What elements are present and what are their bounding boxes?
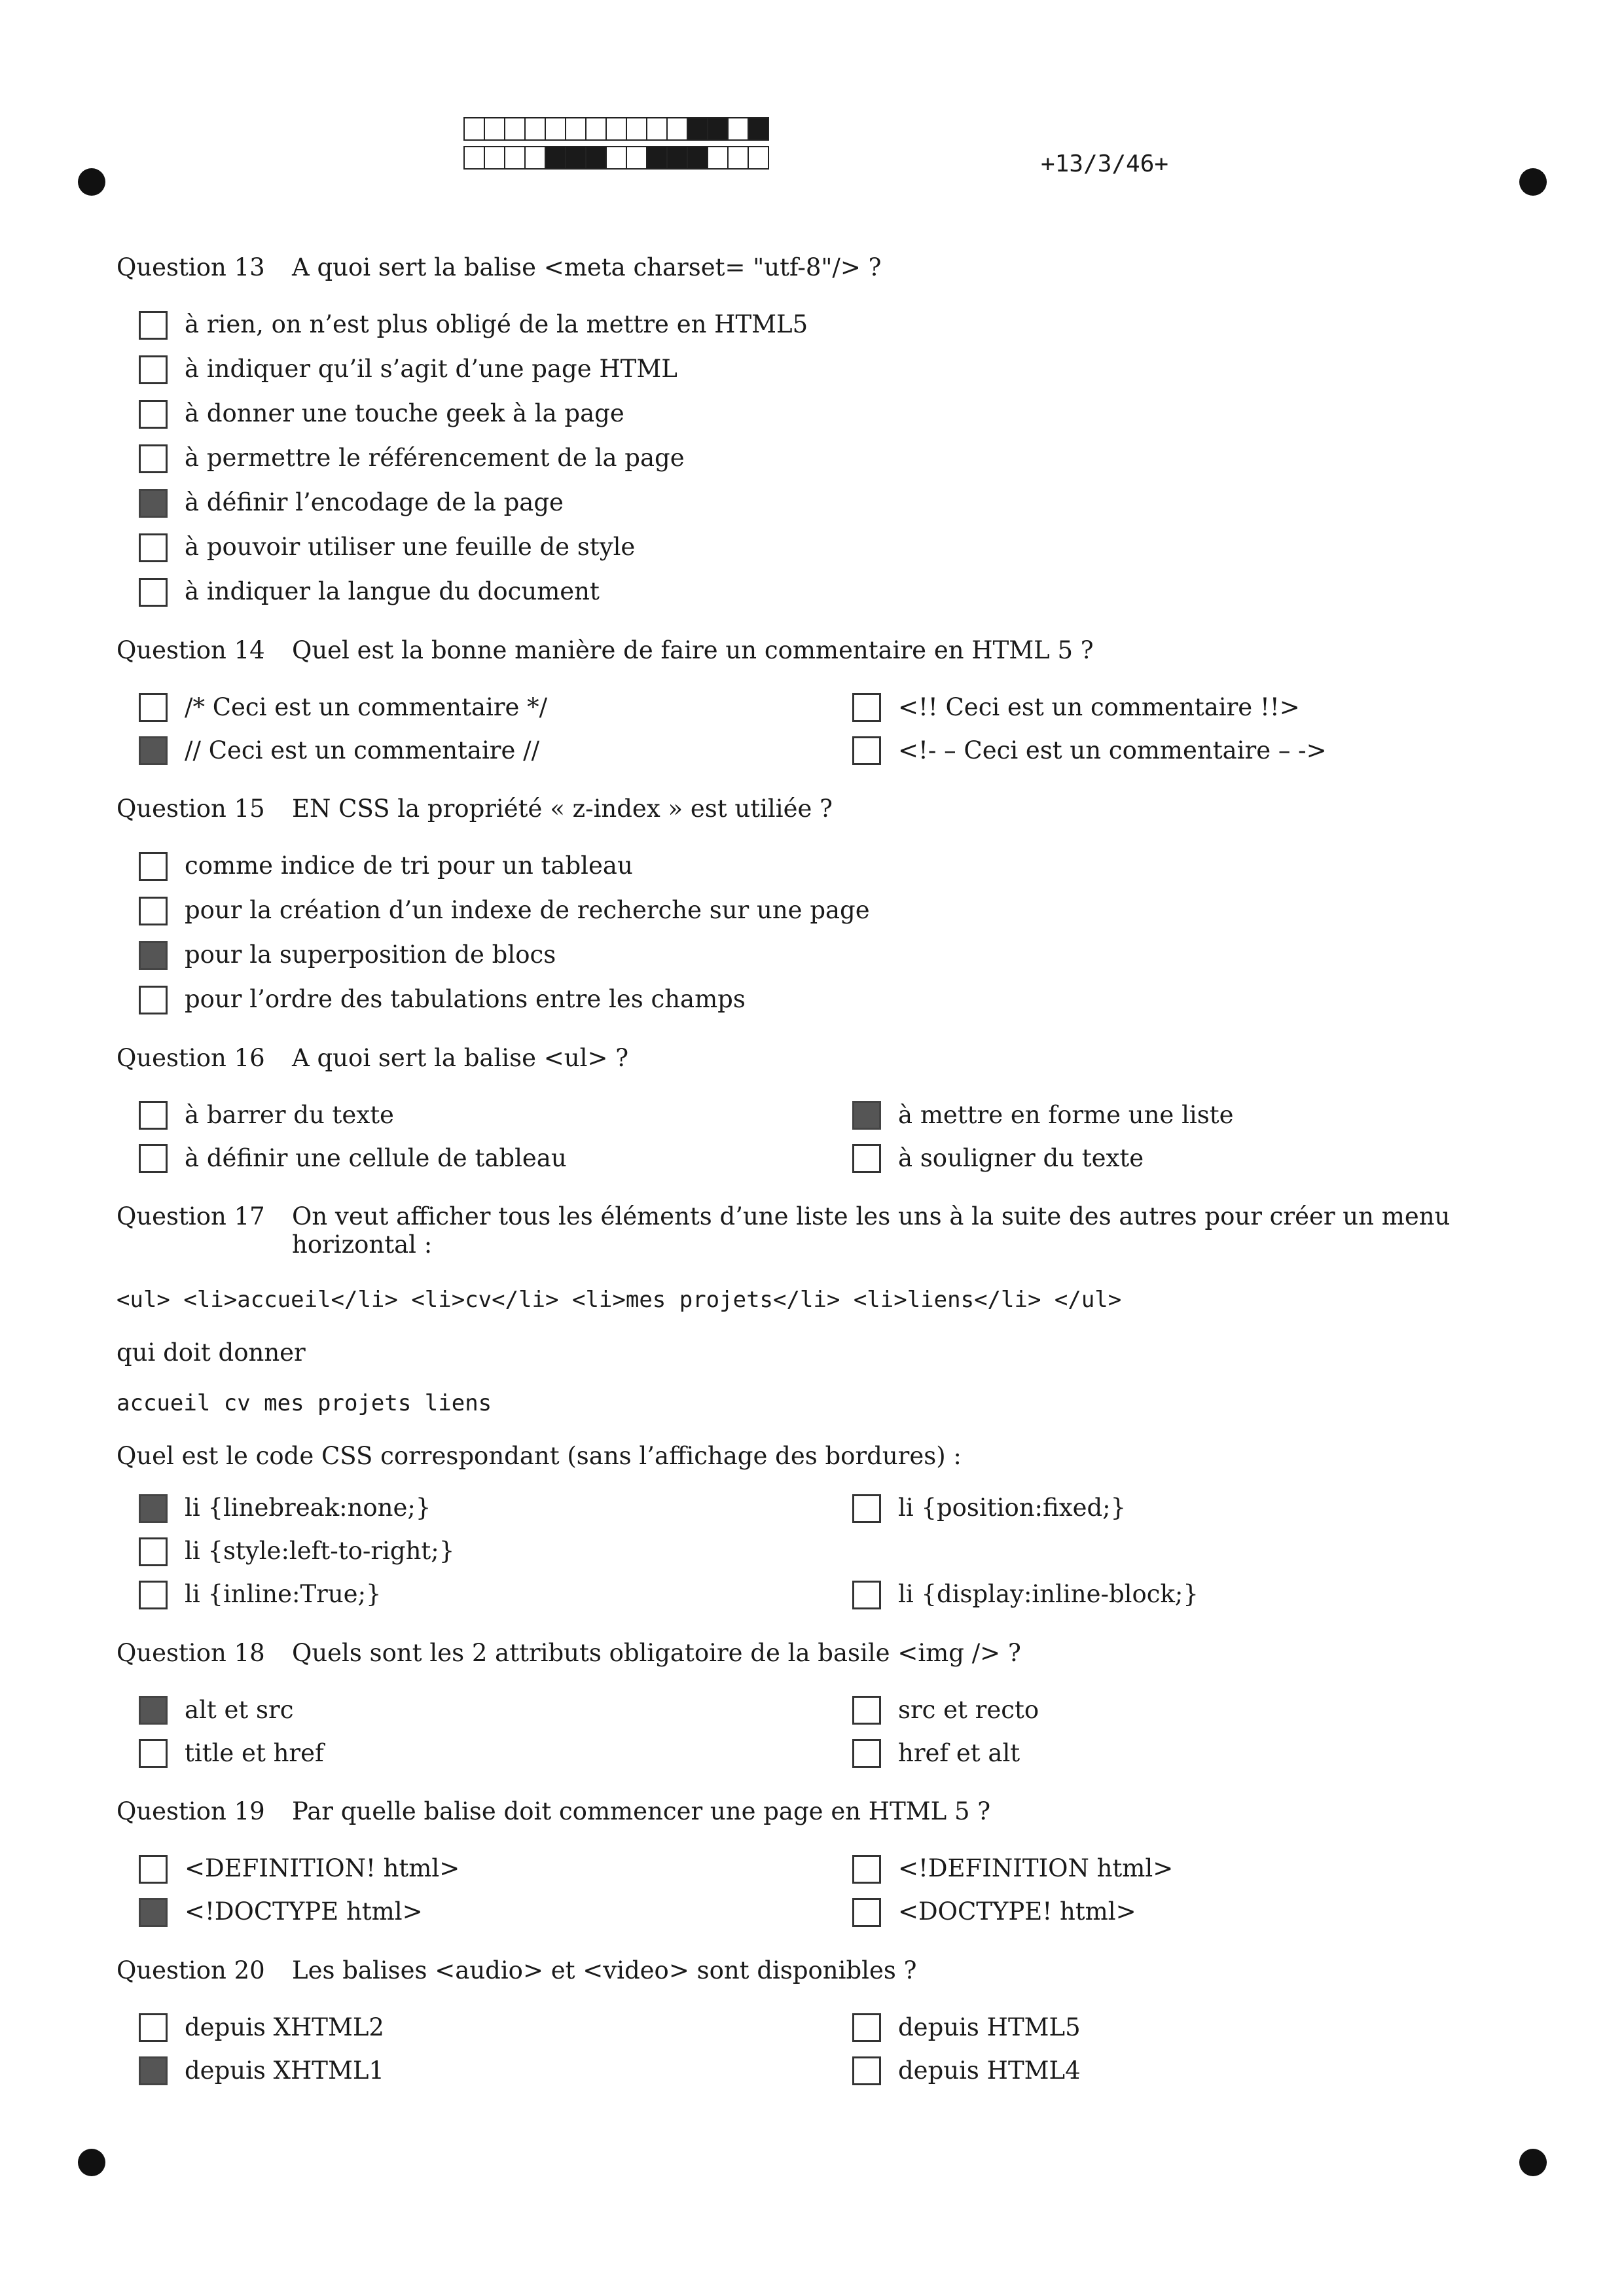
answer-option[interactable] [139, 355, 1491, 384]
answer-label: depuis HTML5 [898, 2013, 1081, 2041]
barcode-cell [646, 146, 668, 170]
answer-option[interactable] [852, 2013, 1507, 2042]
checkbox[interactable] [139, 1855, 168, 1884]
barcode-cell [585, 146, 607, 170]
answer-label: <!- – Ceci est un commentaire – -> [898, 736, 1327, 764]
question-label: Question 15 [117, 795, 265, 823]
answer-label: li {style:left-to-right;} [185, 1537, 455, 1566]
answer-label: à indiquer qu’il s’agit d’une page HTML [185, 355, 677, 384]
answer-option[interactable] [852, 693, 1507, 722]
answer-option[interactable] [852, 1855, 1507, 1884]
barcode-cell [524, 117, 546, 141]
answer-label: à définir une cellule de tableau [185, 1143, 567, 1172]
answer-option[interactable] [139, 693, 852, 722]
page-barcode [463, 117, 768, 175]
checkbox[interactable] [139, 578, 168, 607]
checkbox-checked[interactable] [852, 1101, 881, 1130]
answer-option[interactable] [139, 1855, 852, 1884]
registration-mark-top-right [1519, 168, 1547, 196]
checkbox[interactable] [139, 355, 168, 384]
checkbox[interactable] [852, 1739, 881, 1768]
registration-mark-bottom-left [78, 2149, 105, 2176]
page-identifier: +13/3/46+ [1041, 151, 1169, 177]
code-snippet: <ul> <li>accueil</li> <li>cv</li> <li>mes projets</li> <li>liens</li> </ul> [117, 1287, 1122, 1314]
answer-label: à donner une touche geek à la page [185, 399, 624, 428]
answer-option[interactable] [139, 1101, 852, 1130]
checkbox[interactable] [139, 444, 168, 473]
answer-options [117, 2013, 1491, 2085]
answer-option[interactable] [852, 1581, 1507, 1609]
answer-spacer [852, 1537, 1507, 1566]
barcode-cell [605, 146, 627, 170]
checkbox[interactable] [852, 1494, 881, 1523]
checkbox[interactable] [852, 1581, 881, 1609]
barcode-cell [545, 117, 566, 141]
checkbox[interactable] [852, 1144, 881, 1173]
answer-label: src et recto [898, 1695, 1039, 1724]
answer-option[interactable] [139, 2056, 852, 2085]
answer-label: // Ceci est un commentaire // [185, 736, 540, 764]
answer-label: depuis XHTML1 [185, 2056, 384, 2085]
answer-option[interactable] [139, 1537, 852, 1566]
question-text: Les balises <audio> et <video> sont disponibles ? [292, 1956, 917, 1984]
barcode-row [463, 117, 768, 142]
question-text: Quel est la bonne manière de faire un commentaire en HTML 5 ? [292, 636, 1094, 664]
answer-option[interactable] [139, 1494, 852, 1523]
barcode-cell [463, 117, 485, 141]
checkbox[interactable] [852, 2056, 881, 2085]
answer-options [117, 693, 1491, 765]
checkbox[interactable] [139, 1537, 168, 1566]
question-text: A quoi sert la balise <ul> ? [292, 1043, 629, 1072]
answer-option[interactable] [139, 736, 852, 765]
question-prompt: Quel est le code CSS correspondant (sans l’affichage des bordures) : [117, 1442, 962, 1471]
checkbox-checked[interactable] [139, 489, 168, 518]
barcode-cell [626, 117, 647, 141]
checkbox[interactable] [139, 1101, 168, 1130]
answer-label: <DEFINITION! html> [185, 1854, 460, 1883]
barcode-cell [585, 117, 607, 141]
answer-option[interactable] [139, 489, 1491, 518]
answer-label: à mettre en forme une liste [898, 1100, 1234, 1129]
answer-option[interactable] [139, 1144, 852, 1173]
answer-option[interactable] [852, 736, 1507, 765]
answer-options [117, 1855, 1491, 1927]
answer-option[interactable] [139, 1898, 852, 1927]
barcode-cell [727, 117, 749, 141]
checkbox-checked[interactable] [139, 736, 168, 765]
barcode-cell [504, 117, 526, 141]
question-text: Quels sont les 2 attributs obligatoire de la basile <img /> ? [292, 1638, 1021, 1667]
answer-options [117, 1494, 1491, 1609]
checkbox[interactable] [139, 311, 168, 340]
answer-option[interactable] [139, 444, 1491, 473]
checkbox[interactable] [852, 1855, 881, 1884]
checkbox[interactable] [139, 1144, 168, 1173]
checkbox-checked[interactable] [139, 2056, 168, 2085]
question-header [117, 1045, 1491, 1073]
checkbox[interactable] [139, 897, 168, 925]
answer-label: <DOCTYPE! html> [898, 1897, 1136, 1926]
barcode-cell [605, 117, 627, 141]
question-label: Question 16 [117, 1043, 265, 1072]
answer-option[interactable] [139, 941, 1491, 970]
checkbox[interactable] [852, 1898, 881, 1927]
question-note: qui doit donner [117, 1338, 306, 1367]
barcode-cell [727, 146, 749, 170]
barcode-cell [748, 146, 769, 170]
barcode-cell [666, 146, 688, 170]
answer-label: pour l’ordre des tabulations entre les champs [185, 985, 746, 1014]
barcode-row [463, 146, 768, 171]
answer-label: <!DEFINITION html> [898, 1854, 1174, 1883]
answer-option[interactable] [852, 1898, 1507, 1927]
answer-option[interactable] [139, 1581, 852, 1609]
barcode-cell [687, 146, 708, 170]
checkbox[interactable] [139, 1739, 168, 1768]
answer-options [117, 852, 1491, 1014]
question-text: Par quelle balise doit commencer une page en HTML 5 ? [292, 1797, 991, 1826]
checkbox[interactable] [139, 986, 168, 1014]
question-header [117, 1798, 1491, 1826]
answer-label: pour la création d’un indexe de recherche sur une page [185, 896, 870, 925]
barcode-cell [545, 146, 566, 170]
question-label: Question 18 [117, 1638, 265, 1667]
code-output: accueil cv mes projets liens [117, 1390, 492, 1416]
barcode-cell [484, 117, 505, 141]
answer-label: à rien, on n’est plus obligé de la mettre en HTML5 [185, 310, 808, 339]
barcode-cell [626, 146, 647, 170]
answer-option[interactable] [139, 311, 1491, 340]
barcode-cell [524, 146, 546, 170]
checkbox[interactable] [852, 693, 881, 722]
answer-label: href et alt [898, 1738, 1020, 1767]
answer-option[interactable] [852, 1101, 1507, 1130]
barcode-cell [565, 117, 586, 141]
answer-label: comme indice de tri pour un tableau [185, 852, 633, 880]
registration-mark-bottom-right [1519, 2149, 1547, 2176]
answer-option[interactable] [139, 578, 1491, 607]
answer-label: depuis XHTML2 [185, 2013, 384, 2041]
answer-label: /* Ceci est un commentaire */ [185, 692, 548, 721]
answer-options [117, 1696, 1491, 1768]
answer-label: li {inline:True;} [185, 1580, 382, 1609]
barcode-cell [504, 146, 526, 170]
answer-label: <!DOCTYPE html> [185, 1897, 423, 1926]
answer-label: title et href [185, 1738, 324, 1767]
answer-label: depuis HTML4 [898, 2056, 1081, 2085]
question-block [117, 1798, 1491, 1927]
answer-option[interactable] [852, 1144, 1507, 1173]
answer-option[interactable] [139, 533, 1491, 562]
question-header [117, 795, 1491, 823]
registration-mark-top-left [78, 168, 105, 196]
question-block [117, 1045, 1491, 1174]
answer-label: alt et src [185, 1695, 294, 1724]
checkbox[interactable] [139, 1581, 168, 1609]
question-block [117, 1640, 1491, 1768]
checkbox-checked[interactable] [139, 1494, 168, 1523]
question-label: Question 20 [117, 1956, 265, 1984]
answer-label: li {linebreak:none;} [185, 1494, 431, 1522]
checkbox-checked[interactable] [139, 1696, 168, 1725]
question-header [117, 637, 1491, 665]
question-block [117, 1957, 1491, 2086]
answer-option[interactable] [139, 1739, 852, 1768]
barcode-cell [687, 117, 708, 141]
answer-option[interactable] [139, 1696, 852, 1725]
checkbox-checked[interactable] [139, 941, 168, 970]
answer-label: à définir l’encodage de la page [185, 488, 564, 517]
barcode-cell [646, 117, 668, 141]
question-label: Question 13 [117, 253, 265, 281]
answer-option[interactable] [139, 897, 1491, 925]
barcode-cell [463, 146, 485, 170]
answer-options [117, 311, 1491, 607]
question-label: Question 17 [117, 1202, 265, 1231]
checkbox[interactable] [852, 1696, 881, 1725]
question-block [117, 795, 1491, 1014]
question-text: On veut afficher tous les éléments d’une liste les uns à la suite des autres pour créer un menu horizontal : [292, 1202, 1451, 1259]
barcode-cell [707, 146, 729, 170]
checkbox[interactable] [852, 2013, 881, 2042]
answer-option[interactable] [139, 2013, 852, 2042]
checkbox[interactable] [139, 533, 168, 562]
barcode-cell [484, 146, 505, 170]
answer-options [117, 1101, 1491, 1173]
answer-label: à souligner du texte [898, 1143, 1144, 1172]
question-header [117, 1957, 1491, 1985]
answer-option[interactable] [139, 986, 1491, 1014]
questions-list [117, 254, 1491, 2085]
answer-label: li {position:fixed;} [898, 1494, 1127, 1522]
answer-option[interactable] [852, 1494, 1507, 1523]
question-header [117, 254, 1491, 282]
answer-label: <!! Ceci est un commentaire !!> [898, 692, 1300, 721]
question-text: A quoi sert la balise <meta charset= "utf-8"/> ? [292, 253, 882, 281]
question-header [117, 1640, 1491, 1668]
question-block [117, 637, 1491, 766]
answer-label: à barrer du texte [185, 1100, 394, 1129]
barcode-cell [666, 117, 688, 141]
answer-option[interactable] [139, 400, 1491, 429]
answer-option[interactable] [852, 1739, 1507, 1768]
answer-label: li {display:inline-block;} [898, 1580, 1199, 1609]
checkbox[interactable] [139, 2013, 168, 2042]
checkbox-checked[interactable] [139, 1898, 168, 1927]
checkbox[interactable] [139, 693, 168, 722]
question-label: Question 14 [117, 636, 265, 664]
answer-label: à pouvoir utiliser une feuille de style [185, 533, 636, 562]
question-text: EN CSS la propriété « z-index » est utiliée ? [292, 795, 833, 823]
answer-label: à indiquer la langue du document [185, 577, 600, 606]
answer-option[interactable] [852, 1696, 1507, 1725]
question-label: Question 19 [117, 1797, 265, 1826]
checkbox[interactable] [139, 852, 168, 881]
answer-label: pour la superposition de blocs [185, 941, 556, 969]
answer-label: à permettre le référencement de la page [185, 444, 685, 473]
checkbox[interactable] [852, 736, 881, 765]
question-header [117, 1203, 1491, 1259]
barcode-cell [707, 117, 729, 141]
answer-option[interactable] [139, 852, 1491, 881]
answer-option[interactable] [852, 2056, 1507, 2085]
question-block [117, 254, 1491, 607]
barcode-cell [565, 146, 586, 170]
checkbox[interactable] [139, 400, 168, 429]
barcode-cell [748, 117, 769, 141]
question-block [117, 1203, 1491, 1609]
